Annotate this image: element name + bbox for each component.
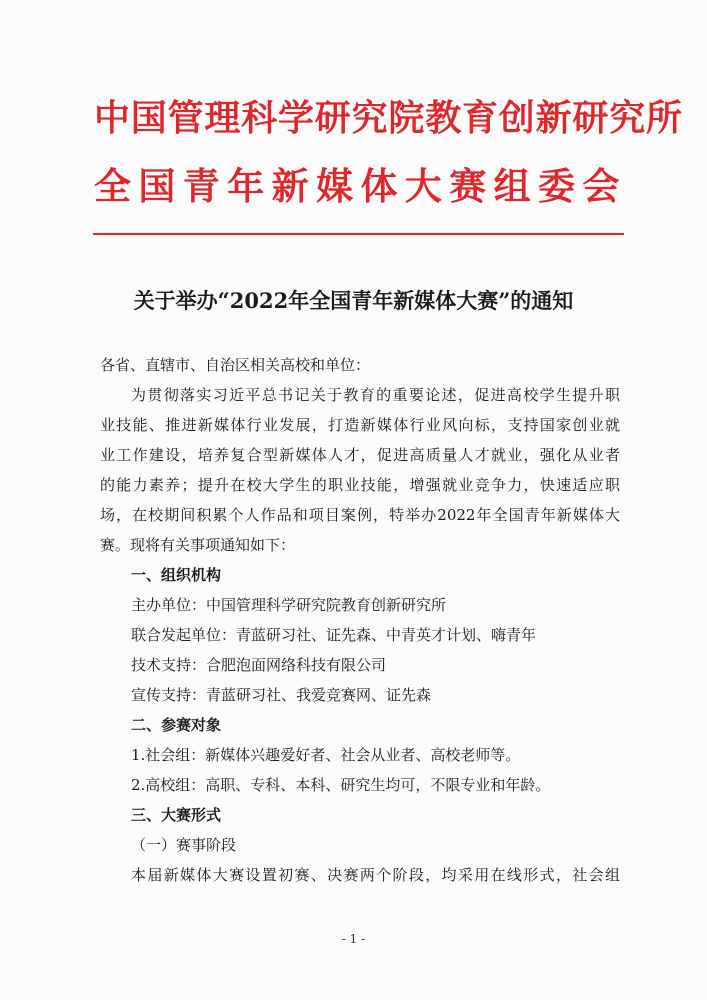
participant-item: 1.社会组：新媒体兴趣爱好者、社会从业者、高校老师等。 [131,746,521,764]
page-number: - 1 - [341,932,366,946]
intro-line: 赛。现将有关事项通知如下： [100,536,296,554]
subsection-heading-stages: （一）赛事阶段 [131,836,237,854]
salutation: 各省、直辖市、自治区相关高校和单位： [100,356,371,374]
document-body [100,350,620,890]
format-text-line: 本届新媒体大赛设置初赛、决赛两个阶段，均采用在线形式，社会组 [131,866,620,884]
section-heading-organization: 一、组织机构 [131,566,222,584]
intro-line: 业技能、推进新媒体行业发展，打造新媒体行业风向标，支持国家创业就 [100,416,620,434]
document-title: 关于举办“2022年全国青年新媒体大赛”的通知 [133,288,574,313]
intro-line: 的能力素养；提升在校大学生的职业技能，增强就业竞争力，快速适应职 [100,476,620,494]
section-heading-participants: 二、参赛对象 [131,716,222,734]
issuer-header-line1: 中国管理科学研究院教育创新研究所 [94,98,683,139]
issuer-header-line2: 全国青年新媒体大赛组委会 [94,165,627,208]
red-header-rule [93,233,624,235]
organization-item: 宣传支持：青蓝研习社、我爱竞赛网、证先森 [131,686,432,704]
participant-item: 2.高校组：高职、专科、本科、研究生均可，不限专业和年龄。 [131,776,551,794]
intro-line: 为贯彻落实习近平总书记关于教育的重要论述，促进高校学生提升职 [131,386,620,404]
organization-item: 主办单位：中国管理科学研究院教育创新研究所 [131,596,447,614]
organization-item: 技术支持：合肥泡面网络科技有限公司 [131,656,387,674]
intro-line: 场，在校期间积累个人作品和项目案例，特举办2022年全国青年新媒体大 [100,506,620,524]
section-heading-format: 三、大赛形式 [131,806,222,824]
intro-line: 业工作建设，培养复合型新媒体人才，促进高质量人才就业，强化从业者 [100,446,620,464]
organization-item: 联合发起单位：青蓝研习社、证先森、中青英才计划、嗨青年 [131,626,537,644]
